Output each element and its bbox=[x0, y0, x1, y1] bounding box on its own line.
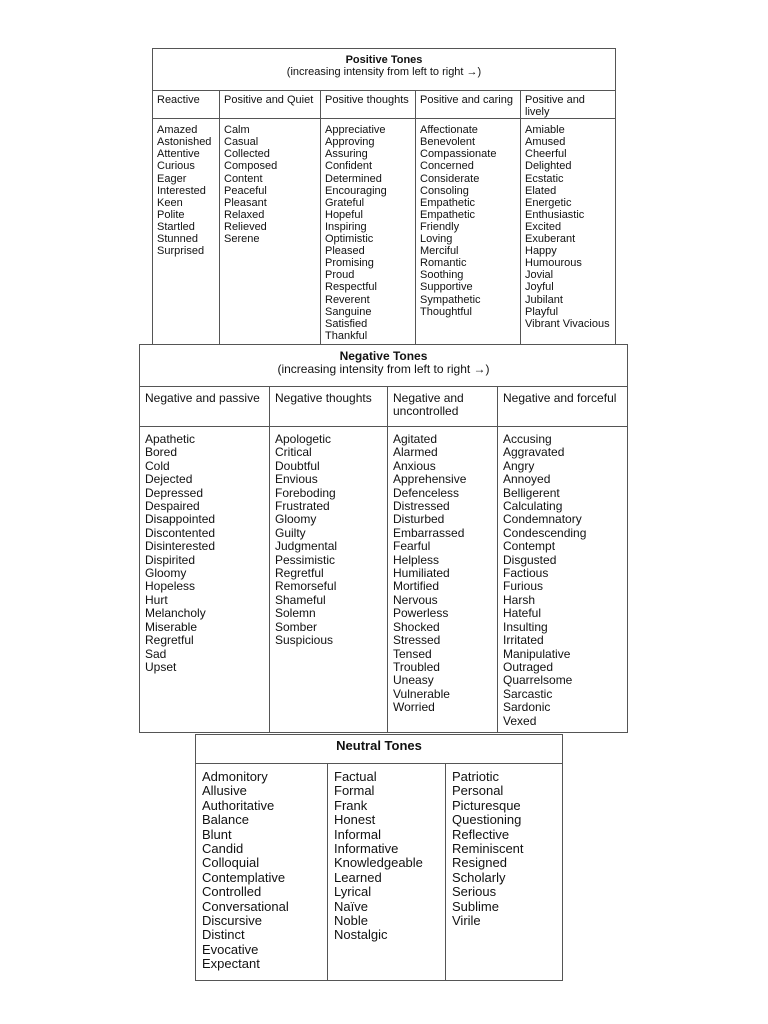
tone-word: Dispirited bbox=[145, 552, 196, 567]
column-header-negative-forceful: Negative and forceful bbox=[498, 387, 628, 427]
tone-word: Disturbed bbox=[393, 512, 445, 527]
tone-word: Embarrassed bbox=[393, 525, 465, 540]
tone-word: Authoritative bbox=[202, 797, 275, 813]
tone-word: Loving bbox=[420, 233, 453, 246]
tone-word: Factual bbox=[334, 769, 377, 784]
tone-word: Regretful bbox=[275, 566, 324, 581]
word-list-positive-lively bbox=[521, 119, 616, 347]
tone-word: Disgusted bbox=[503, 552, 557, 567]
positive-header-row bbox=[153, 91, 616, 119]
tone-word: Sanguine bbox=[325, 305, 372, 318]
negative-header-row bbox=[140, 387, 628, 427]
negative-tones-title-cell bbox=[140, 345, 628, 387]
tone-word: Playful bbox=[525, 305, 559, 318]
tone-word: Frank bbox=[334, 797, 368, 813]
column-header-positive-thoughts: Positive thoughts bbox=[321, 91, 416, 119]
tone-word: Balance bbox=[202, 812, 249, 828]
tone-word: Supportive bbox=[420, 281, 473, 294]
tone-word: Miserable bbox=[145, 619, 198, 634]
tone-word: Depressed bbox=[145, 485, 204, 500]
tone-word: Respectful bbox=[325, 281, 377, 294]
tone-word: Noble bbox=[334, 913, 368, 929]
tone-word: Jubilant bbox=[525, 293, 563, 306]
tone-word: Envious bbox=[275, 472, 318, 487]
positive-words-row bbox=[153, 119, 616, 347]
positive-tones-table bbox=[152, 48, 616, 347]
tone-word: Powerless bbox=[393, 606, 449, 621]
tone-word: Contempt bbox=[503, 539, 556, 554]
tone-word: Joyful bbox=[525, 281, 554, 294]
tone-word: Elated bbox=[525, 184, 557, 197]
tone-word: Picturesque bbox=[452, 797, 521, 813]
neutral-tones-title: Neutral Tones bbox=[336, 738, 422, 753]
tone-word: Informal bbox=[334, 826, 381, 842]
tone-word: Considerate bbox=[420, 172, 480, 185]
tone-word: Eager bbox=[157, 172, 187, 185]
tone-word: Critical bbox=[275, 445, 312, 460]
tone-word: Cold bbox=[145, 458, 170, 473]
tone-word: Guilty bbox=[275, 525, 306, 540]
tone-word: Hateful bbox=[503, 606, 542, 621]
tone-word: Doubtful bbox=[275, 458, 320, 473]
positive-tones-title: Positive Tones bbox=[345, 54, 423, 66]
tone-word: Assuring bbox=[325, 148, 368, 161]
tone-word: Dejected bbox=[145, 472, 193, 487]
column-header-negative-thoughts: Negative thoughts bbox=[270, 387, 388, 427]
tone-word: Inspiring bbox=[325, 220, 367, 233]
tone-word: Casual bbox=[224, 136, 259, 149]
tone-word: Humourous bbox=[525, 257, 582, 270]
tone-word: Mortified bbox=[393, 579, 440, 594]
word-list-positive-caring bbox=[416, 119, 521, 347]
tone-word: Irritated bbox=[503, 633, 544, 648]
tone-word: Lyrical bbox=[334, 884, 372, 900]
tone-word: Excited bbox=[525, 220, 562, 233]
tone-word: Hurt bbox=[145, 592, 168, 607]
tone-word: Serene bbox=[224, 233, 260, 246]
tone-word: Allusive bbox=[202, 783, 247, 799]
tone-word: Condescending bbox=[503, 525, 587, 540]
tone-word: Reminiscent bbox=[452, 841, 524, 857]
tone-word: Belligerent bbox=[503, 485, 560, 500]
column-header-negative-passive: Negative and passive bbox=[140, 387, 270, 427]
tone-word: Consoling bbox=[420, 184, 469, 197]
tone-word: Proud bbox=[325, 269, 355, 282]
tone-word: Somber bbox=[275, 619, 318, 634]
tone-word: Stressed bbox=[393, 633, 441, 648]
word-list-reactive bbox=[153, 119, 220, 347]
tone-word: Disinterested bbox=[145, 539, 216, 554]
tone-word: Aggravated bbox=[503, 445, 565, 460]
tone-word: Optimistic bbox=[325, 233, 374, 246]
tone-word: Pleased bbox=[325, 245, 365, 258]
tone-word: Virile bbox=[452, 913, 481, 929]
tone-word: Attentive bbox=[157, 148, 200, 161]
tone-word: Empathetic bbox=[420, 196, 476, 209]
tone-word: Ecstatic bbox=[525, 172, 564, 185]
tone-word: Annoyed bbox=[503, 472, 551, 487]
tone-word: Empathetic bbox=[420, 208, 476, 221]
tone-word: Worried bbox=[393, 700, 435, 715]
tone-word: Formal bbox=[334, 783, 375, 799]
tone-word: Nostalgic bbox=[334, 927, 388, 943]
tone-word: Sublime bbox=[452, 898, 499, 914]
tone-word: Gloomy bbox=[145, 566, 187, 581]
tone-word: Anxious bbox=[393, 458, 436, 473]
tone-word: Cheerful bbox=[525, 148, 567, 161]
neutral-tones-table bbox=[195, 734, 563, 981]
tone-word: Outraged bbox=[503, 659, 554, 674]
tone-word: Patriotic bbox=[452, 769, 499, 784]
tone-word: Exuberant bbox=[525, 233, 576, 246]
column-header-reactive: Reactive bbox=[153, 91, 220, 119]
tone-word: Informative bbox=[334, 841, 399, 857]
tone-word: Merciful bbox=[420, 245, 459, 258]
tone-word: Sympathetic bbox=[420, 293, 481, 306]
tone-word: Uneasy bbox=[393, 673, 434, 688]
tone-word: Confident bbox=[325, 160, 373, 173]
tone-word: Affectionate bbox=[420, 124, 478, 137]
tone-word: Composed bbox=[224, 160, 278, 173]
tone-word: Curious bbox=[157, 160, 195, 173]
tone-word: Energetic bbox=[525, 196, 572, 209]
tone-word: Discursive bbox=[202, 913, 262, 929]
tone-word: Agitated bbox=[393, 432, 438, 446]
tone-word: Friendly bbox=[420, 220, 460, 233]
tone-word: Factious bbox=[503, 566, 549, 581]
tone-word: Helpless bbox=[393, 552, 440, 567]
tone-word: Defenceless bbox=[393, 485, 460, 500]
tone-word: Vibrant Vivacious bbox=[525, 317, 610, 330]
tone-word: Grateful bbox=[325, 196, 365, 209]
tone-word: Colloquial bbox=[202, 855, 260, 871]
tone-word: Compassionate bbox=[420, 148, 497, 161]
tone-word: Contemplative bbox=[202, 869, 286, 885]
tone-word: Pleasant bbox=[224, 196, 267, 209]
tone-word: Delighted bbox=[525, 160, 572, 173]
tone-word: Gloomy bbox=[275, 512, 317, 527]
word-list-negative-thoughts bbox=[270, 427, 388, 733]
tone-word: Solemn bbox=[275, 606, 316, 621]
tone-word: Angry bbox=[503, 458, 535, 473]
tone-word: Determined bbox=[325, 172, 382, 185]
tone-word: Manipulative bbox=[503, 646, 571, 661]
word-list-neutral-3 bbox=[446, 764, 563, 981]
tone-word: Romantic bbox=[420, 257, 467, 270]
tone-word: Regretful bbox=[145, 633, 194, 648]
word-list-neutral-2 bbox=[328, 764, 446, 981]
tone-word: Judgmental bbox=[275, 539, 338, 554]
tone-word: Conversational bbox=[202, 898, 289, 914]
tone-word: Stunned bbox=[157, 233, 198, 246]
tone-word: Despaired bbox=[145, 499, 200, 514]
tone-word: Reflective bbox=[452, 826, 510, 842]
column-header-positive-quiet: Positive and Quiet bbox=[220, 91, 321, 119]
tone-word: Reverent bbox=[325, 293, 370, 306]
tone-word: Peaceful bbox=[224, 184, 267, 197]
tone-word: Amiable bbox=[525, 124, 565, 137]
tone-word: Blunt bbox=[202, 826, 232, 842]
tone-word: Bored bbox=[145, 445, 178, 460]
tone-word: Honest bbox=[334, 812, 376, 828]
tone-word: Insulting bbox=[503, 619, 548, 634]
tone-word: Surprised bbox=[157, 245, 205, 258]
tone-word: Thankful bbox=[325, 329, 368, 342]
tone-word: Thoughtful bbox=[420, 305, 472, 318]
tone-word: Concerned bbox=[420, 160, 474, 173]
tone-word: Frustrated bbox=[275, 499, 330, 514]
tone-word: Upset bbox=[145, 659, 177, 674]
word-list-negative-forceful bbox=[498, 427, 628, 733]
tone-word: Approving bbox=[325, 136, 375, 149]
tone-word: Remorseful bbox=[275, 579, 337, 594]
tone-word: Naïve bbox=[334, 898, 368, 914]
tone-word: Distinct bbox=[202, 927, 245, 943]
tone-word: Amused bbox=[525, 136, 566, 149]
tone-word: Appreciative bbox=[325, 124, 386, 137]
tone-word: Encouraging bbox=[325, 184, 387, 197]
tone-word: Tensed bbox=[393, 646, 432, 661]
tone-word: Happy bbox=[525, 245, 557, 258]
tone-word: Scholarly bbox=[452, 869, 506, 885]
tone-word: Benevolent bbox=[420, 136, 476, 149]
tone-word: Keen bbox=[157, 196, 183, 209]
tone-word: Harsh bbox=[503, 592, 536, 607]
tone-word: Apologetic bbox=[275, 432, 332, 446]
tone-word: Melancholy bbox=[145, 606, 206, 621]
tone-word: Promising bbox=[325, 257, 374, 270]
column-header-positive-caring: Positive and caring bbox=[416, 91, 521, 119]
tone-word: Soothing bbox=[420, 269, 464, 282]
tone-word: Resigned bbox=[452, 855, 507, 871]
tone-word: Collected bbox=[224, 148, 270, 161]
tone-word: Relieved bbox=[224, 220, 267, 233]
tone-word: Shameful bbox=[275, 592, 326, 607]
positive-tones-subtitle: (increasing intensity from left to right →) bbox=[286, 66, 482, 79]
positive-tones-title-cell bbox=[153, 49, 616, 91]
tone-word: Calculating bbox=[503, 499, 563, 514]
tone-word: Disappointed bbox=[145, 512, 216, 527]
tone-word: Vulnerable bbox=[393, 686, 450, 701]
tone-word: Candid bbox=[202, 841, 244, 857]
tone-word: Personal bbox=[452, 783, 504, 799]
tone-word: Controlled bbox=[202, 884, 262, 900]
tone-word: Pessimistic bbox=[275, 552, 336, 567]
tone-word: Interested bbox=[157, 184, 206, 197]
tone-word: Expectant bbox=[202, 956, 260, 972]
neutral-words-row bbox=[196, 764, 563, 981]
tone-word: Troubled bbox=[393, 659, 440, 674]
tone-word: Foreboding bbox=[275, 485, 336, 500]
tone-word: Sad bbox=[145, 646, 167, 661]
tone-word: Startled bbox=[157, 220, 195, 233]
tone-word: Shocked bbox=[393, 619, 440, 634]
tone-word: Apathetic bbox=[145, 432, 196, 446]
tone-word: Astonished bbox=[157, 136, 212, 149]
word-list-neutral-1 bbox=[196, 764, 328, 981]
word-list-positive-thoughts bbox=[321, 119, 416, 347]
tone-word: Humiliated bbox=[393, 566, 450, 581]
tone-word: Polite bbox=[157, 208, 185, 221]
negative-words-row bbox=[140, 427, 628, 733]
tone-word: Sarcastic bbox=[503, 686, 553, 701]
tone-word: Furious bbox=[503, 579, 544, 594]
tone-word: Hopeless bbox=[145, 579, 196, 594]
tone-word: Content bbox=[224, 172, 263, 185]
negative-tones-table bbox=[139, 344, 628, 733]
tone-word: Knowledgeable bbox=[334, 855, 423, 871]
tone-word: Discontented bbox=[145, 525, 216, 540]
tone-word: Fearful bbox=[393, 539, 431, 554]
word-list-negative-uncontrolled bbox=[388, 427, 498, 733]
tone-word: Sardonic bbox=[503, 700, 551, 715]
negative-tones-title: Negative Tones bbox=[339, 349, 428, 363]
tone-word: Enthusiastic bbox=[525, 208, 585, 221]
word-list-negative-passive bbox=[140, 427, 270, 733]
tone-word: Quarrelsome bbox=[503, 673, 573, 688]
tone-word: Jovial bbox=[525, 269, 554, 282]
tone-word: Apprehensive bbox=[393, 472, 467, 487]
negative-tones-subtitle: (increasing intensity from left to right →) bbox=[277, 362, 490, 377]
tone-word: Alarmed bbox=[393, 445, 438, 460]
tone-word: Calm bbox=[224, 124, 250, 137]
tone-word: Satisfied bbox=[325, 317, 368, 330]
tone-word: Distressed bbox=[393, 499, 450, 514]
column-header-positive-lively: Positive and lively bbox=[521, 91, 616, 119]
tone-word: Admonitory bbox=[202, 769, 268, 784]
word-list-positive-quiet bbox=[220, 119, 321, 347]
tone-word: Suspicious bbox=[275, 633, 334, 648]
tone-word: Accusing bbox=[503, 432, 552, 446]
tone-word: Learned bbox=[334, 869, 382, 885]
tone-word: Vexed bbox=[503, 713, 537, 728]
tone-word: Serious bbox=[452, 884, 497, 900]
tone-word: Questioning bbox=[452, 812, 522, 828]
neutral-tones-title-cell bbox=[196, 735, 563, 764]
tone-word: Evocative bbox=[202, 941, 259, 957]
tone-word: Nervous bbox=[393, 592, 438, 607]
tone-word: Amazed bbox=[157, 124, 198, 137]
tone-word: Hopeful bbox=[325, 208, 363, 221]
tone-word: Condemnatory bbox=[503, 512, 582, 527]
column-header-negative-uncontrolled: Negative and uncontrolled bbox=[388, 387, 498, 427]
tone-word: Relaxed bbox=[224, 208, 265, 221]
